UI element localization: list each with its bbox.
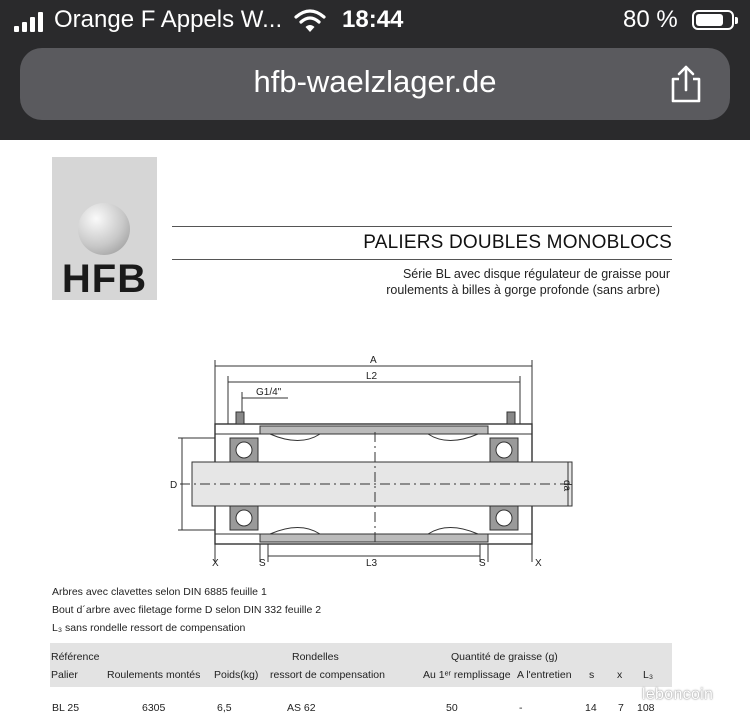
logo-text: HFB [61, 257, 148, 301]
signal-bars-icon [14, 12, 46, 32]
dim-label-g: G1/4" [256, 387, 282, 398]
battery-percent: 80 % [623, 6, 678, 33]
dim-label-s-right: S [479, 558, 486, 567]
url-text[interactable]: hfb-waelzlager.de [253, 64, 497, 99]
cell-entretien: - [519, 702, 523, 714]
cell-l3: 108 [637, 702, 655, 714]
cell-poids: 6,5 [217, 702, 232, 714]
note-line-2: Bout d´arbre avec filetage forme D selon DIN 332 feuille 2 [52, 604, 322, 616]
dim-label-l3: L3 [366, 558, 378, 567]
cell-premier: 50 [446, 702, 458, 714]
document-subtitle-line2: roulements à billes à gorge profonde (sans arbre) [386, 283, 660, 297]
bearing-drawing [170, 352, 580, 567]
title-rule-top [172, 226, 672, 227]
th-s: s [589, 669, 595, 681]
th-graisse: Quantité de graisse (g) [451, 651, 558, 663]
th-ressort: ressort de compensation [270, 669, 385, 681]
document-title: PALIERS DOUBLES MONOBLOCS [363, 232, 672, 253]
title-rule-bottom [172, 259, 672, 260]
cell-ressort: AS 62 [287, 702, 316, 714]
th-premier: Au 1ᵉʳ remplissage [423, 669, 511, 681]
th-roulements: Roulements montés [107, 669, 201, 681]
th-x: x [617, 669, 623, 681]
dim-label-s-left: S [259, 558, 266, 567]
th-poids: Poids(kg) [214, 669, 259, 681]
cell-palier: BL 25 [52, 702, 80, 714]
cell-x: 7 [618, 702, 624, 714]
status-bar [0, 0, 750, 44]
document-subtitle-line1: Série BL avec disque régulateur de graisse pour [402, 267, 670, 281]
dim-label-d: D [170, 480, 178, 491]
dim-label-da: da [561, 480, 572, 492]
hfb-logo [52, 157, 157, 300]
cell-roulements: 6305 [142, 702, 166, 714]
th-reference: Référence [51, 651, 100, 663]
address-bar[interactable] [20, 48, 730, 120]
th-entretien: A l'entretien [517, 669, 572, 681]
note-line-3: L₃ sans rondelle ressort de compensation [52, 622, 246, 634]
dim-label-l2: L2 [366, 371, 378, 382]
logo-ball-icon [78, 203, 130, 255]
document-page [0, 140, 750, 717]
clock: 18:44 [342, 6, 404, 33]
dim-label-x-right: X [535, 558, 542, 567]
leboncoin-watermark: leboncoin [642, 686, 714, 703]
carrier-name: Orange F Appels W... [54, 6, 283, 33]
th-palier: Palier [51, 669, 78, 681]
note-line-1: Arbres avec clavettes selon DIN 6885 feuille 1 [52, 586, 267, 598]
battery-icon [692, 10, 734, 30]
share-icon[interactable] [668, 64, 704, 104]
wifi-icon [294, 8, 326, 34]
browser-chrome [0, 0, 750, 140]
dim-label-x-left: X [212, 558, 219, 567]
cell-s: 14 [585, 702, 597, 714]
dim-label-a: A [370, 355, 377, 366]
th-rondelles: Rondelles [292, 651, 339, 663]
th-l3: L₃ [643, 669, 654, 681]
